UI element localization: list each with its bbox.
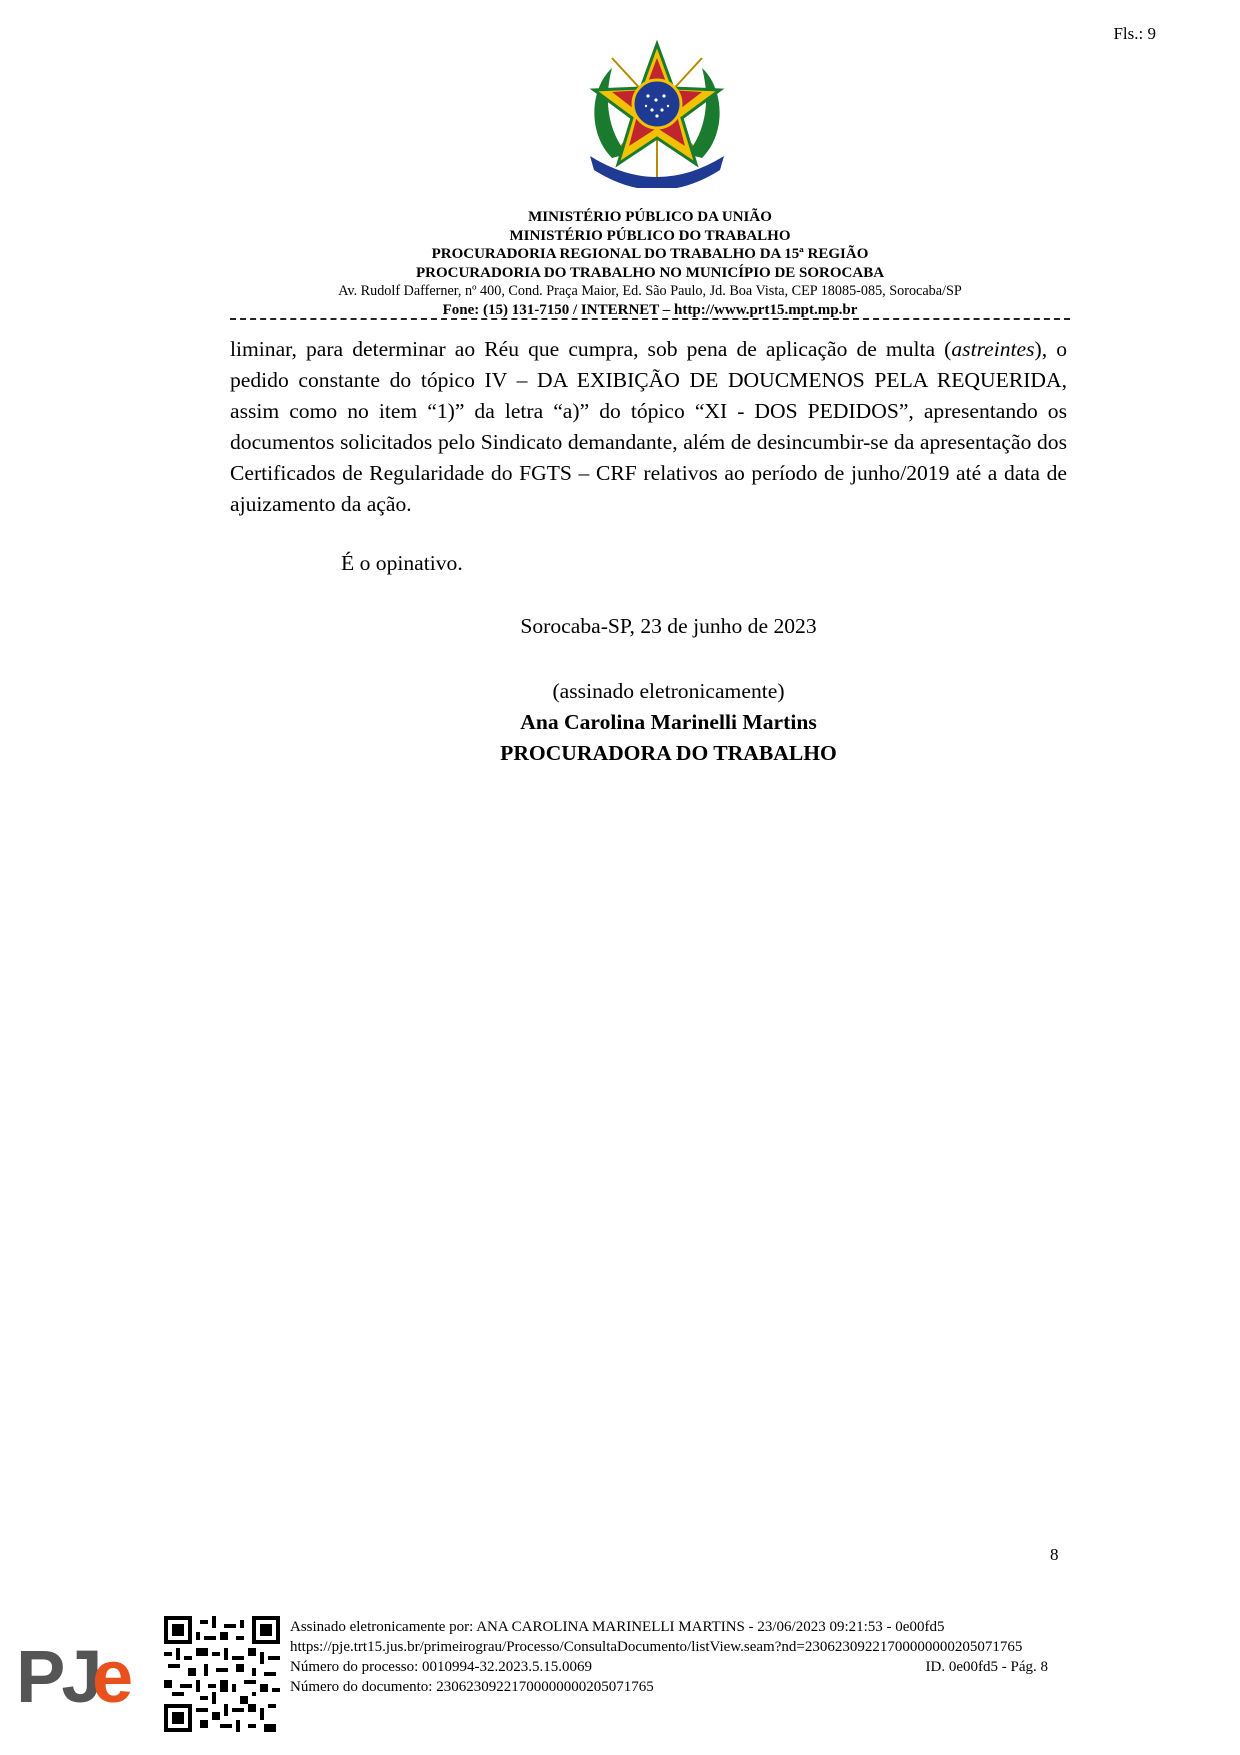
- header-contact: Fone: (15) 131-7150 / INTERNET – http://www.prt15.mpt.mp.br: [442, 301, 858, 318]
- body-text-italic: astreintes: [951, 337, 1035, 361]
- header-address: Av. Rudolf Dafferner, nº 400, Cond. Praça Maior, Ed. São Paulo, Jd. Boa Vista, CEP 18085-085, Sorocaba/SP: [338, 283, 962, 300]
- header-line-2: MINISTÉRIO PÚBLICO DO TRABALHO: [509, 227, 791, 244]
- body-text-a: liminar, para determinar ao Réu que cumpra, sob pena de aplicação de multa (: [230, 337, 952, 361]
- closing-statement: É o opinativo.: [341, 551, 463, 575]
- signer-name: Ana Carolina Marinelli Martins: [520, 710, 817, 734]
- body-text-b: ), o pedido constante do tópico IV – DA EXIBIÇÃO DE DOUCMENOS PELA REQUERIDA, assim como no item “1)” da letra “a)” do tópico “XI - DOS PEDIDOS”, apresentando os documentos solicitados pelo Sindicato demandante, além de desincumbir-se da apresentação dos Certificados de Regularidade do FGTS – CRF relativos ao período de junho/2019 até a data de ajuizamento da ação.: [230, 337, 1068, 516]
- header-line-4: PROCURADORIA DO TRABALHO NO MUNICÍPIO DE SOROCABA: [415, 264, 885, 281]
- footer-id-page: ID. 0e00fd5 - Pág. 8: [925, 1659, 1048, 1675]
- page-number: 8: [1050, 1545, 1059, 1564]
- pje-logo-icon: [16, 1638, 148, 1716]
- qr-code-icon[interactable]: [164, 1616, 280, 1732]
- footer-url[interactable]: https://pje.trt15.jus.br/primeirograu/Processo/ConsultaDocumento/listView.seam?nd=23062309221700000000205071765: [290, 1639, 1023, 1655]
- svg-text:PJ: PJ: [16, 1638, 99, 1716]
- signature-block: [230, 676, 1067, 769]
- footer-process-number: Número do processo: 0010994-32.2023.5.15.0069: [290, 1659, 593, 1675]
- folio-label: Fls.: 9: [1113, 24, 1156, 43]
- signer-title: PROCURADORA DO TRABALHO: [500, 741, 837, 765]
- header-line-1: MINISTÉRIO PÚBLICO DA UNIÃO: [528, 209, 772, 225]
- footer-process-row: [290, 1657, 1130, 1677]
- brazil-coat-of-arms-icon: [582, 38, 732, 188]
- body-paragraph: [230, 334, 1067, 520]
- header-line-3: PROCURADORIA REGIONAL DO TRABALHO DA 15ª REGIÃO: [431, 246, 869, 263]
- signature-footer: [290, 1617, 1130, 1697]
- letterhead: [200, 208, 1100, 320]
- svg-text:e: e: [92, 1638, 134, 1716]
- place-date: Sorocaba-SP, 23 de junho de 2023: [520, 614, 817, 638]
- header-divider: [230, 318, 1070, 320]
- signature-note: (assinado eletronicamente): [552, 679, 785, 703]
- footer-signed-by: Assinado eletronicamente por: ANA CAROLINA MARINELLI MARTINS - 23/06/2023 09:21:53 - 0e00fd5: [290, 1619, 945, 1635]
- footer-document-number: Número do documento: 23062309221700000000205071765: [290, 1679, 654, 1695]
